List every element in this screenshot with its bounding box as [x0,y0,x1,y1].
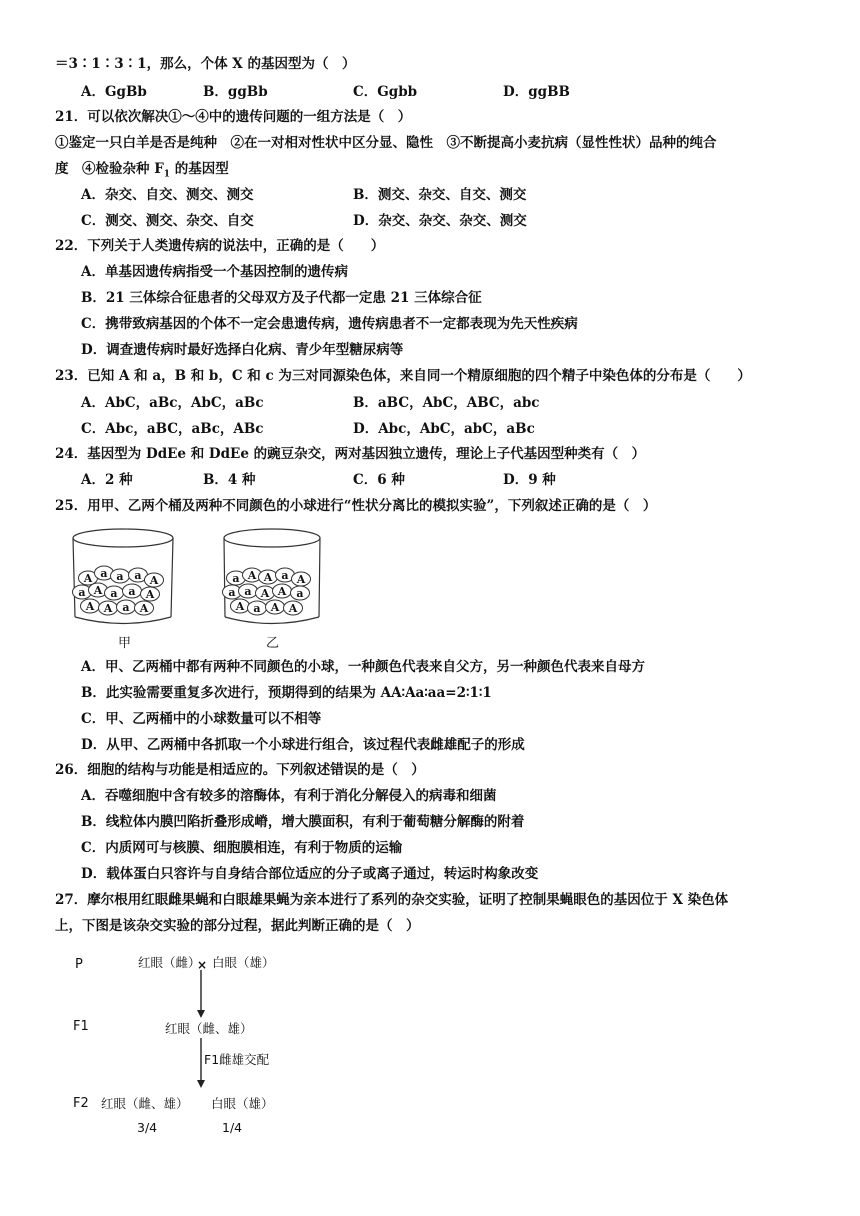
q23-option-c: C．Abc，aBC，aBc，ABc [81,421,264,437]
q27-stem-line1: 27．摩尔根用红眼雌果蝇和白眼雄果蝇为亲本进行了系列的杂交实验，证明了控制果蝇眼色的基因位于 X 染色体 [55,892,729,908]
q24-stem: 24．基因型为 DdEe 和 DdEe 的豌豆杂交，两对基因独立遗传，理论上子代基因型种类有（ ） [55,446,646,462]
q21-desc-subscript: 1 [163,169,171,180]
cross-f2-white: 白眼（雄） [211,1096,274,1111]
ball-label: a [128,585,136,598]
bucket-yi-balls [223,568,311,615]
q23-option-d: D．Abc，AbC，abC，aBc [353,421,535,437]
ball-label: A [103,602,113,615]
cross-f1-label: F1 [73,1019,89,1034]
ball-label: a [116,570,124,583]
q26-option-b: B．线粒体内膜凹陷折叠形成嵴，增大膜面积，有利于葡萄糖分解酶的附着 [81,814,525,830]
q22-stem: 22．下列关于人类遗传病的说法中，正确的是（ ） [55,238,385,254]
ball-label: a [244,585,252,598]
q20-stem-tail: ＝3∶1∶3∶1，那么，个体 X 的基因型为（ ） [55,56,356,72]
q25-option-d: D．从甲、乙两桶中各抓取一个小球进行组合，该过程代表雌雄配子的形成 [81,737,525,753]
cross-f1-mating: F1雌雄交配 [204,1052,270,1067]
q26-stem: 26．细胞的结构与功能是相适应的。下列叙述错误的是（ ） [55,762,425,778]
q26-option-a: A．吞噬细胞中含有较多的溶酶体，有利于消化分解侵入的病毒和细菌 [81,788,497,804]
q21-desc-part: 的基因型 [170,161,229,177]
q25-option-a: A．甲、乙两桶中都有两种不同颜色的小球，一种颜色代表来自父方，另一种颜色代表来自母方 [81,659,645,675]
cross-f2-white-ratio: 1/4 [222,1120,243,1135]
ball-label: a [281,569,289,582]
ball-label: A [263,571,273,584]
q27-stem-line2: 上，下图是该杂交实验的部分过程，据此判断正确的是（ ） [55,918,420,934]
q20-option-d: D．ggBB [503,84,570,100]
ball-label: a [122,601,130,614]
bucket-jia [73,529,174,624]
q20-option-c: C．Ggbb [353,84,418,100]
ball-label: a [232,572,240,585]
ball-label: A [296,573,306,586]
ball-label: a [296,587,304,600]
q25-option-b: B．此实验需要重复多次进行，预期得到的结果为 AA∶Aa∶aa=2∶1∶1 [81,685,492,701]
q26-option-d: D．载体蛋白只容许与自身结合部位适应的分子或离子通过，转运时构象改变 [81,866,539,882]
bucket-figure [60,520,360,660]
q22-option-b: B．21 三体综合征患者的父母双方及子代都一定患 21 三体综合征 [81,290,482,306]
q21-option-d: D．杂交、杂交、杂交、测交 [353,213,527,229]
q23-stem: 23．已知 A 和 a，B 和 b，C 和 c 为三对同源染色体，来自同一个精原细胞的四个精子中染色体的分布是（ ） [55,368,751,384]
q21-desc-line1: ①鉴定一只白羊是否是纯种 ②在一对相对性状中区分显、隐性 ③不断提高小麦抗病（显性性状）品种的纯合 [55,135,717,151]
q21-desc-line2 [55,159,229,185]
ball-label: a [78,586,86,599]
cross-f1-text: 红眼（雌、雄） [165,1021,253,1036]
ball-label: A [260,587,270,600]
cross-p-female: 红眼（雌） [138,955,201,970]
q24-option-d: D．9 种 [503,472,556,488]
cross-f2-red: 红眼（雌、雄） [101,1096,189,1111]
ball-label: A [270,601,280,614]
bucket-label-yi: 乙 [266,636,280,651]
q21-option-b: B．测交、杂交、自交、测交 [353,187,527,203]
cross-arrow-p-f1 [195,970,207,1020]
q21-option-a: A．杂交、自交、测交、测交 [81,187,254,203]
q21-option-c: C．测交、测交、杂交、自交 [81,213,254,229]
ball-label: A [247,569,257,582]
ball-label: a [100,567,108,580]
q23-option-a: A．AbC，aBc，AbC，aBc [81,395,264,411]
ball-label: A [277,585,287,598]
bucket-jia-balls [73,566,164,615]
q20-option-a: A．GgBb [81,84,147,100]
ball-label: A [145,588,155,601]
q22-option-d: D．调查遗传病时最好选择白化病、青少年型糖尿病等 [81,342,404,358]
q22-option-c: C．携带致病基因的个体不一定会患遗传病，遗传病患者不一定都表现为先天性疾病 [81,316,578,332]
ball-label: A [149,574,159,587]
ball-label: a [228,586,236,599]
q24-option-b: B．4 种 [203,472,256,488]
ball-label: A [93,584,103,597]
ball-label: a [134,569,142,582]
q22-option-a: A．单基因遗传病指受一个基因控制的遗传病 [81,264,348,280]
cross-f2-label: F2 [73,1096,89,1111]
q24-option-a: A．2 种 [81,472,133,488]
cross-x-sign: × [197,958,208,972]
ball-label: A [235,600,245,613]
q21-desc-part: 度 ④检验杂种 F [55,161,164,177]
q20-option-b: B．ggBb [203,84,268,100]
q25-option-c: C．甲、乙两桶中的小球数量可以不相等 [81,711,322,727]
cross-p-male: 白眼（雄） [212,955,275,970]
ball-label: A [83,572,93,585]
q25-stem: 25．用甲、乙两个桶及两种不同颜色的小球进行“性状分离比的模拟实验”，下列叙述正确的是（ ） [55,498,657,514]
cross-p-label: P [75,957,83,972]
ball-label: a [110,587,118,600]
q23-option-b: B．aBC，AbC，ABC，abc [353,395,540,411]
q21-stem: 21．可以依次解决①～④中的遗传问题的一组方法是（ ） [55,109,412,125]
q24-option-c: C．6 种 [353,472,405,488]
q26-option-c: C．内质网可与核膜、细胞膜相连，有利于物质的运输 [81,840,403,856]
ball-label: a [253,602,261,615]
ball-label: A [288,602,298,615]
ball-label: A [85,600,95,613]
bucket-label-jia: 甲 [118,636,132,651]
cross-f2-red-ratio: 3/4 [137,1120,158,1135]
bucket-yi [223,529,321,624]
ball-label: A [139,602,149,615]
